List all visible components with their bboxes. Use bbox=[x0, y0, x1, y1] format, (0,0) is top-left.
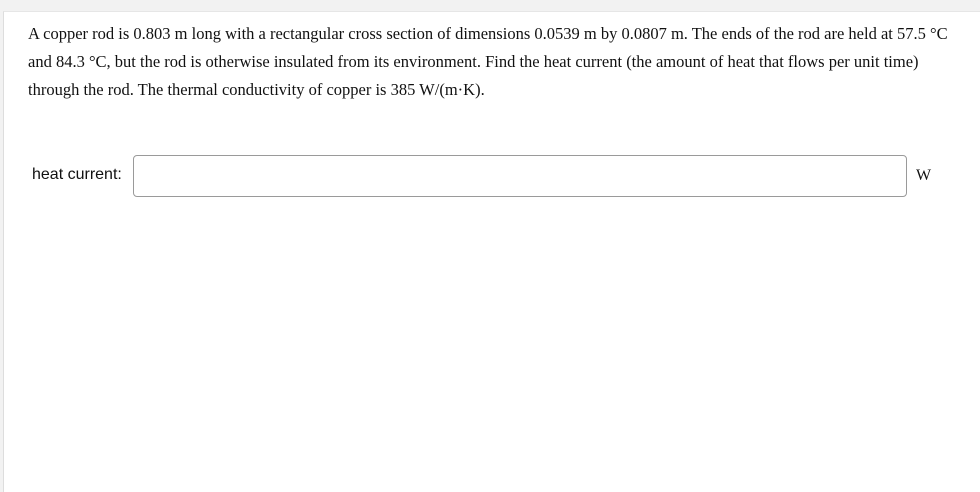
question-text: A copper rod is 0.803 m long with a rectangular cross section of dimensions 0.0539 m by 0.0807 m. The ends of the rod are held at 57.5 °C and 84.3 °C, but the rod is otherwise insulated from its environment. Find the heat current (the amount of heat that flows per unit time) through the rod. The thermal conductivity of copper is 385 W/(m·K). bbox=[28, 24, 948, 99]
heat-current-input[interactable] bbox=[133, 155, 907, 197]
unit-label: W bbox=[916, 167, 932, 184]
heat-current-label: heat current: bbox=[32, 166, 122, 183]
question-panel bbox=[3, 11, 980, 492]
